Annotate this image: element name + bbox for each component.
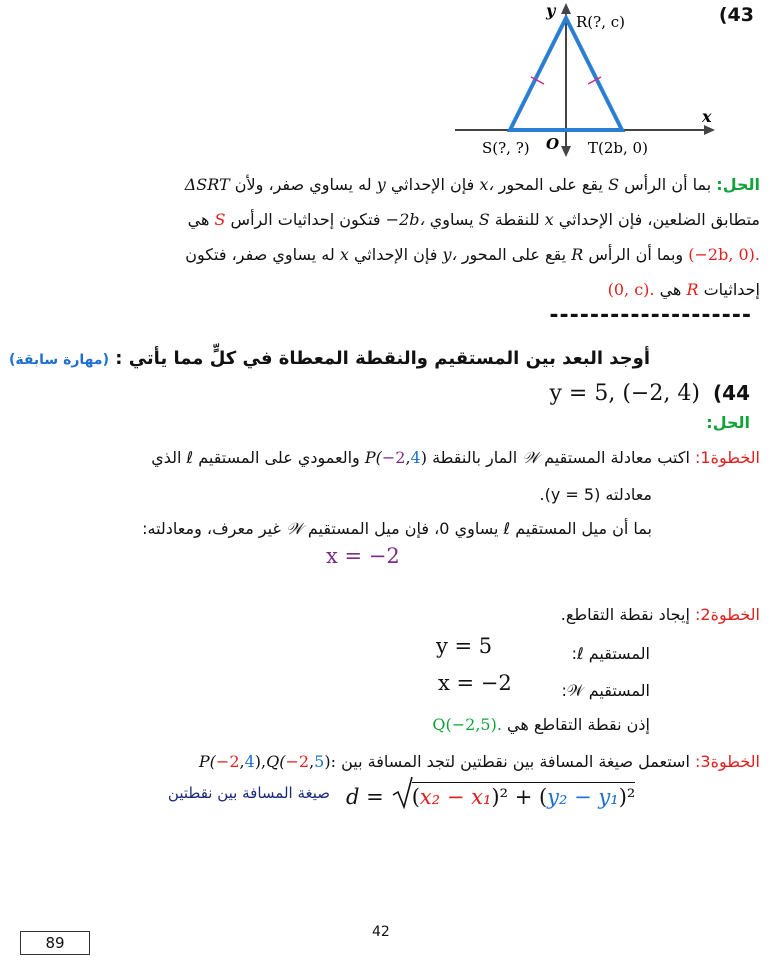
step2-label: الخطوة2: bbox=[695, 605, 760, 624]
x-axis-label: x bbox=[702, 107, 712, 126]
vertex-r-label: R(?, c) bbox=[576, 13, 625, 31]
separator-line: -------------------- bbox=[549, 303, 752, 328]
distance-formula: d = (x₂ − x₁)² + (y₂ − y₁)² bbox=[346, 775, 635, 809]
line-l-label: المستقيم ℓ: bbox=[571, 644, 650, 663]
problem-43-number: (43 bbox=[718, 4, 754, 26]
formula-label: صيغة المسافة بين نقطتين bbox=[167, 784, 330, 802]
line-w-equation: x = −2 bbox=[326, 544, 400, 568]
step1-line-2: معادلته (y = 5). bbox=[539, 485, 652, 504]
line-l-equation: y = 5 bbox=[436, 634, 493, 658]
problem-44-header bbox=[550, 381, 751, 406]
x-axis-arrow-icon bbox=[704, 125, 715, 135]
problem-44-number: (44 bbox=[713, 381, 750, 405]
problem-44-equation: y = 5, (−2, 4) bbox=[549, 381, 700, 406]
isosceles-triangle-figure bbox=[440, 0, 730, 160]
prior-skill-tag: (مهارة سابقة) bbox=[8, 352, 109, 368]
square-root-icon bbox=[392, 775, 414, 809]
y-axis-down-arrow-icon bbox=[561, 146, 571, 157]
vertex-s-label: S(?, ?) bbox=[482, 139, 530, 157]
step1-line-3: بما أن ميل المستقيم ℓ يساوي 0، فإن ميل المستقيم 𝒲 غير معرف، ومعادلته: bbox=[142, 519, 652, 538]
intersection-line: إذن نقطة التقاطع هي Q(−2,5). bbox=[432, 715, 650, 734]
section-title: أوجد البعد بين المستقيم والنقطة المعطاة في كلٍّ مما يأتي : (مهارة سابقة) bbox=[8, 348, 650, 369]
p43-line-4: إحداثيات R هي (0, c). bbox=[607, 280, 760, 299]
line-w-equation-2: x = −2 bbox=[438, 671, 512, 695]
p44-solution-label: الحل: bbox=[706, 413, 750, 432]
intersection-point: Q(−2,5). bbox=[432, 715, 502, 734]
step3-line: الخطوة3: استعمل صيغة المسافة بين نقطتين لتجد المسافة بين P(−2,4),Q(−2,5): bbox=[198, 752, 760, 771]
p43-line-3: (−2b, 0). وبما أن الرأس R يقع على المحور y، فإن الإحداثي x له يساوي صفر، فتكون bbox=[185, 245, 760, 264]
vertex-t-label: T(2b, 0) bbox=[588, 139, 648, 157]
p43-line-1: الحل: بما أن الرأس S يقع على المحور x، فإن الإحداثي y له يساوي صفر، ولأن ΔSRT bbox=[184, 175, 760, 194]
step3-label: الخطوة3: bbox=[695, 752, 760, 771]
p43-line-2: متطابق الضلعين، فإن الإحداثي x للنقطة S يساوي −2b، فتكون إحداثيات الرأس S هي bbox=[187, 210, 760, 229]
box-number: 89 bbox=[20, 931, 90, 955]
line-w-label: المستقيم 𝒲: bbox=[561, 681, 650, 700]
origin-label: O bbox=[546, 135, 560, 153]
solution-label: الحل: bbox=[716, 175, 760, 194]
step1-line-1: الخطوة1: اكتب معادلة المستقيم 𝒲 المار بالنقطة P(−2,4) والعمودي على المستقيم ℓ الذي bbox=[151, 448, 760, 467]
y-axis-label: y bbox=[546, 1, 556, 20]
y-axis-up-arrow-icon bbox=[561, 3, 571, 14]
step1-label: الخطوة1: bbox=[695, 448, 760, 467]
step2-line: الخطوة2: إيجاد نقطة التقاطع. bbox=[560, 605, 760, 624]
page-number: 42 bbox=[372, 924, 390, 940]
